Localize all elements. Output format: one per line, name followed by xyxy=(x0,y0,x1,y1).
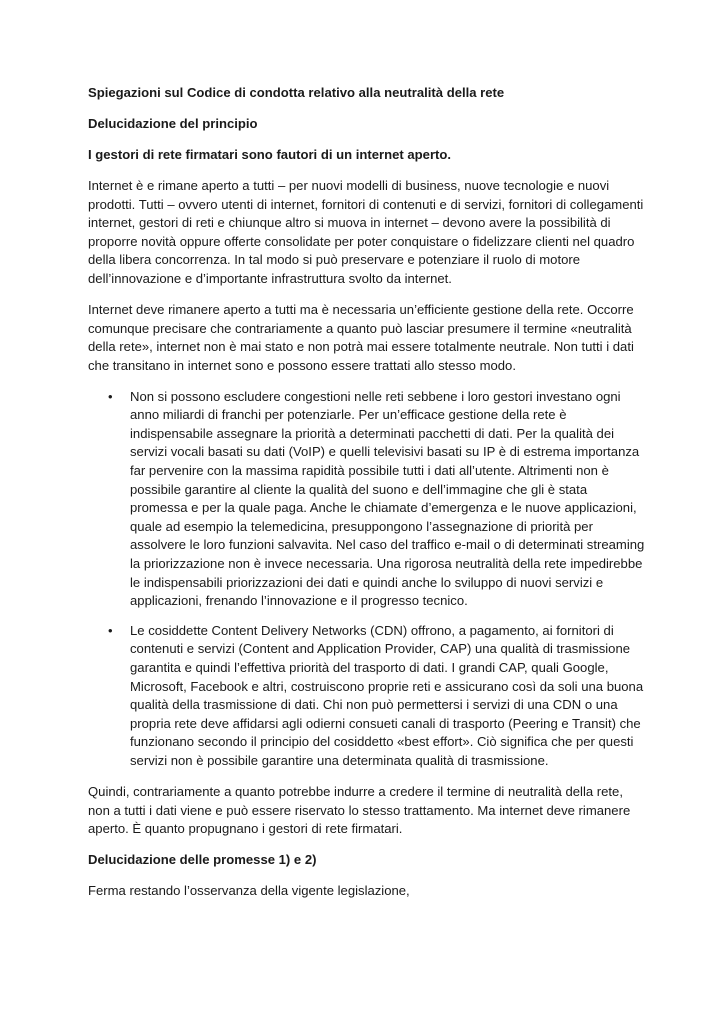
bullet-item-cdn xyxy=(88,622,648,771)
bullet-item-congestion xyxy=(88,388,648,611)
bullet-text: Le cosiddette Content Delivery Networks (CDN) offrono, a pagamento, ai fornitori di contenuti e servizi (Content and Application Provider, CAP) una qualità di trasmissione garantita e quindi l’effettiva priorità del trasporto di dati. I grandi CAP, quali Google, Microsoft, Facebook e altri, costruiscono proprie reti e assicurano così da soli una buona qualità della trasmissione di dati. Chi non può permettersi i servizi di una CDN o una propria rete deve affidarsi agli odierni consueti canali di trasporto (Peering e Transit) che funzionano secondo il principio del cosiddetto «best effort». Ciò significa che per questi servizi non è possibile garantire una determinata qualità di trasmissione. xyxy=(130,622,644,768)
document-title: Spiegazioni sul Codice di condotta relativo alla neutralità della rete xyxy=(88,85,505,100)
paragraph-network-management: Internet deve rimanere aperto a tutti ma è necessaria un’efficiente gestione della rete. Occorre comunque precisare che contrariamente a quanto può lasciar presumere il termine «neutralità della rete», internet non è mai stato e non potrà mai essere totalmente neutrale. Non tutti i dati che transitano in internet sono e possono essere trattati allo stesso modo. xyxy=(88,301,634,373)
principle-statement: I gestori di rete firmatari sono fautori di un internet aperto. xyxy=(88,146,452,162)
paragraph-final: Ferma restando l’osservanza della vigente legislazione, xyxy=(88,883,410,899)
section-heading-principle: Delucidazione del principio xyxy=(88,115,258,131)
section-heading-promises: Delucidazione delle promesse 1) e 2) xyxy=(88,852,317,868)
bullet-text: Non si possono escludere congestioni nelle reti sebbene i loro gestori investano ogni anno miliardi di franchi per potenziarle. Per un’efficace gestione della rete è indispensabile assegnare la priorità a determinati pacchetti di dati. Per la qualità dei servizi vocali basati su dati (VoIP) e quelli televisivi basati su IP è di estrema importanza far pervenire con la massima rapidità possibile tutti i dati all’utente. Altrimenti non è possibile garantire al cliente la qualità del suono e dell’immagine che gli è stata promessa e per la quale paga. Anche le chiamate d’emergenza e le nuove applicazioni, quale ad esempio la telemedicina, presuppongono l’assegnazione di priorità per assolvere le loro funzioni salvavita. Nel caso del traffico e-mail o di determinati streaming la priorizzazione non è invece necessaria. Una rigorosa neutralità della rete impedirebbe le indispensabili priorizzazioni dei dati e quindi anche lo sviluppo di nuovi servizi e applicazioni, frenando l’innovazione e il progresso tecnico. xyxy=(130,388,645,609)
paragraph-open-internet: Internet è e rimane aperto a tutti – per nuovi modelli di business, nuove tecnologie e nuovi prodotti. Tutti – ovvero utenti di internet, fornitori di contenuti e di servizi, fornitori di collegamenti internet, gestori di reti e chiunque altro si muova in internet – devono avere la possibilità di proporre novità oppure offerte consolidate per poter conquistare o fidelizzare clienti nel quadro della libera concorrenza. In tal modo si può preservare e potenziare il ruolo di motore dell’innovazione e d’importante infrastruttura svolto da internet. xyxy=(88,177,644,286)
bullet-list xyxy=(88,388,648,771)
bullet-icon: • xyxy=(108,388,113,404)
paragraph-conclusion: Quindi, contrariamente a quanto potrebbe indurre a credere il termine di neutralità della rete, non a tutti i dati viene e può essere riservato lo stesso trattamento. Ma internet deve rimanere aperto. È quanto propugnano i gestori di rete firmatari. xyxy=(88,783,631,837)
document-page xyxy=(88,84,648,913)
bullet-icon: • xyxy=(108,622,113,638)
